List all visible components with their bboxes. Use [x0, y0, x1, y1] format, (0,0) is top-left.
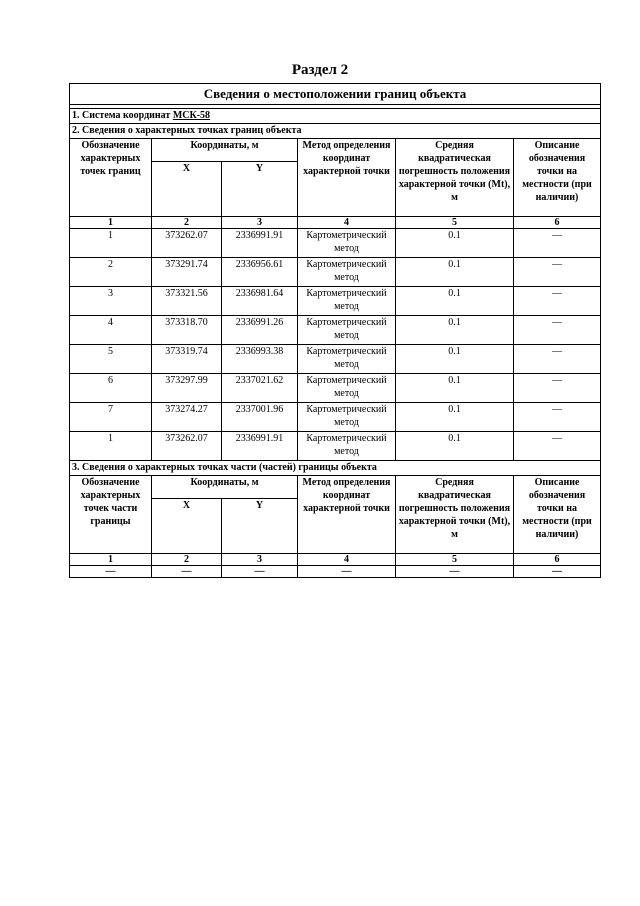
error-cell: 0.1	[396, 432, 514, 461]
part3-designation-header: Обозначение характерных точек части границы	[70, 476, 152, 554]
table-row	[70, 374, 601, 403]
x-coordinate: 373321.56	[152, 287, 222, 316]
column-number: 1	[70, 217, 152, 229]
x-coordinate: 373318.70	[152, 316, 222, 345]
table-row	[70, 229, 601, 258]
y-coordinate: 2336956.61	[222, 258, 298, 287]
y-coordinate: 2336991.26	[222, 316, 298, 345]
x-coordinate: 373297.99	[152, 374, 222, 403]
table-row	[70, 403, 601, 432]
x-header: X	[152, 162, 222, 217]
method-cell: Картометрический метод	[298, 432, 396, 461]
empty-row	[70, 566, 601, 578]
point-number: 6	[70, 374, 152, 403]
table-row	[70, 432, 601, 461]
part3-y-header: Y	[222, 499, 298, 554]
part3-column-number: 6	[514, 554, 601, 566]
column-number: 4	[298, 217, 396, 229]
dash-cell: —	[222, 566, 298, 578]
description-cell: —	[514, 345, 601, 374]
method-cell: Картометрический метод	[298, 345, 396, 374]
x-coordinate: 373319.74	[152, 345, 222, 374]
method-header: Метод определения координат характерной точки	[298, 139, 396, 217]
error-cell: 0.1	[396, 374, 514, 403]
dash-cell: —	[152, 566, 222, 578]
column-number: 5	[396, 217, 514, 229]
y-coordinate: 2337001.96	[222, 403, 298, 432]
description-cell: —	[514, 287, 601, 316]
dash-cell: —	[514, 566, 601, 578]
coordinate-system-row	[70, 109, 601, 124]
point-number: 5	[70, 345, 152, 374]
error-cell: 0.1	[396, 316, 514, 345]
y-coordinate: 2336993.38	[222, 345, 298, 374]
column-number: 6	[514, 217, 601, 229]
error-header: Средняя квадратическая погрешность положения характерной точки (Mt), м	[396, 139, 514, 217]
method-cell: Картометрический метод	[298, 229, 396, 258]
part3-x-header: X	[152, 499, 222, 554]
dash-cell: —	[70, 566, 152, 578]
y-header: Y	[222, 162, 298, 217]
section-title: Раздел 2	[291, 62, 349, 78]
y-coordinate: 2337021.62	[222, 374, 298, 403]
location-heading: Сведения о местоположении границ объекта	[70, 84, 601, 105]
description-header: Описание обозначения точки на местности (при наличии)	[514, 139, 601, 217]
coordinate-system-label: 1. Система координат	[72, 110, 171, 121]
part3-description-header: Описание обозначения точки на местности (при наличии)	[514, 476, 601, 554]
description-cell: —	[514, 403, 601, 432]
table-row	[70, 258, 601, 287]
part3-method-header: Метод определения координат характерной точки	[298, 476, 396, 554]
description-cell: —	[514, 316, 601, 345]
point-number: 1	[70, 229, 152, 258]
error-cell: 0.1	[396, 287, 514, 316]
part3-title: 3. Сведения о характерных точках части (частей) границы объекта	[70, 461, 601, 476]
coordinates-header: Координаты, м	[152, 139, 298, 162]
column-number: 3	[222, 217, 298, 229]
y-coordinate: 2336981.64	[222, 287, 298, 316]
part2-title: 2. Сведения о характерных точках границ объекта	[70, 124, 601, 139]
description-cell: —	[514, 374, 601, 403]
part3-coordinates-header: Координаты, м	[152, 476, 298, 499]
point-number: 7	[70, 403, 152, 432]
dash-cell: —	[396, 566, 514, 578]
method-cell: Картометрический метод	[298, 403, 396, 432]
part3-column-number: 4	[298, 554, 396, 566]
y-coordinate: 2336991.91	[222, 229, 298, 258]
method-cell: Картометрический метод	[298, 287, 396, 316]
error-cell: 0.1	[396, 345, 514, 374]
coordinate-system-value: МСК-58	[172, 110, 211, 121]
designation-header: Обозначение характерных точек границ	[70, 139, 152, 217]
x-coordinate: 373274.27	[152, 403, 222, 432]
boundary-table	[69, 83, 601, 578]
dash-cell: —	[298, 566, 396, 578]
point-number: 4	[70, 316, 152, 345]
description-cell: —	[514, 432, 601, 461]
x-coordinate: 373262.07	[152, 432, 222, 461]
x-coordinate: 373262.07	[152, 229, 222, 258]
method-cell: Картометрический метод	[298, 258, 396, 287]
description-cell: —	[514, 258, 601, 287]
x-coordinate: 373291.74	[152, 258, 222, 287]
table-row	[70, 345, 601, 374]
table-row	[70, 316, 601, 345]
column-number: 2	[152, 217, 222, 229]
error-cell: 0.1	[396, 258, 514, 287]
point-number: 1	[70, 432, 152, 461]
part3-column-number: 2	[152, 554, 222, 566]
part3-column-number: 1	[70, 554, 152, 566]
part3-column-number: 5	[396, 554, 514, 566]
point-number: 3	[70, 287, 152, 316]
error-cell: 0.1	[396, 229, 514, 258]
point-number: 2	[70, 258, 152, 287]
part3-error-header: Средняя квадратическая погрешность положения характерной точки (Mt), м	[396, 476, 514, 554]
method-cell: Картометрический метод	[298, 316, 396, 345]
description-cell: —	[514, 229, 601, 258]
method-cell: Картометрический метод	[298, 374, 396, 403]
error-cell: 0.1	[396, 403, 514, 432]
y-coordinate: 2336991.91	[222, 432, 298, 461]
part3-column-number: 3	[222, 554, 298, 566]
table-row	[70, 287, 601, 316]
